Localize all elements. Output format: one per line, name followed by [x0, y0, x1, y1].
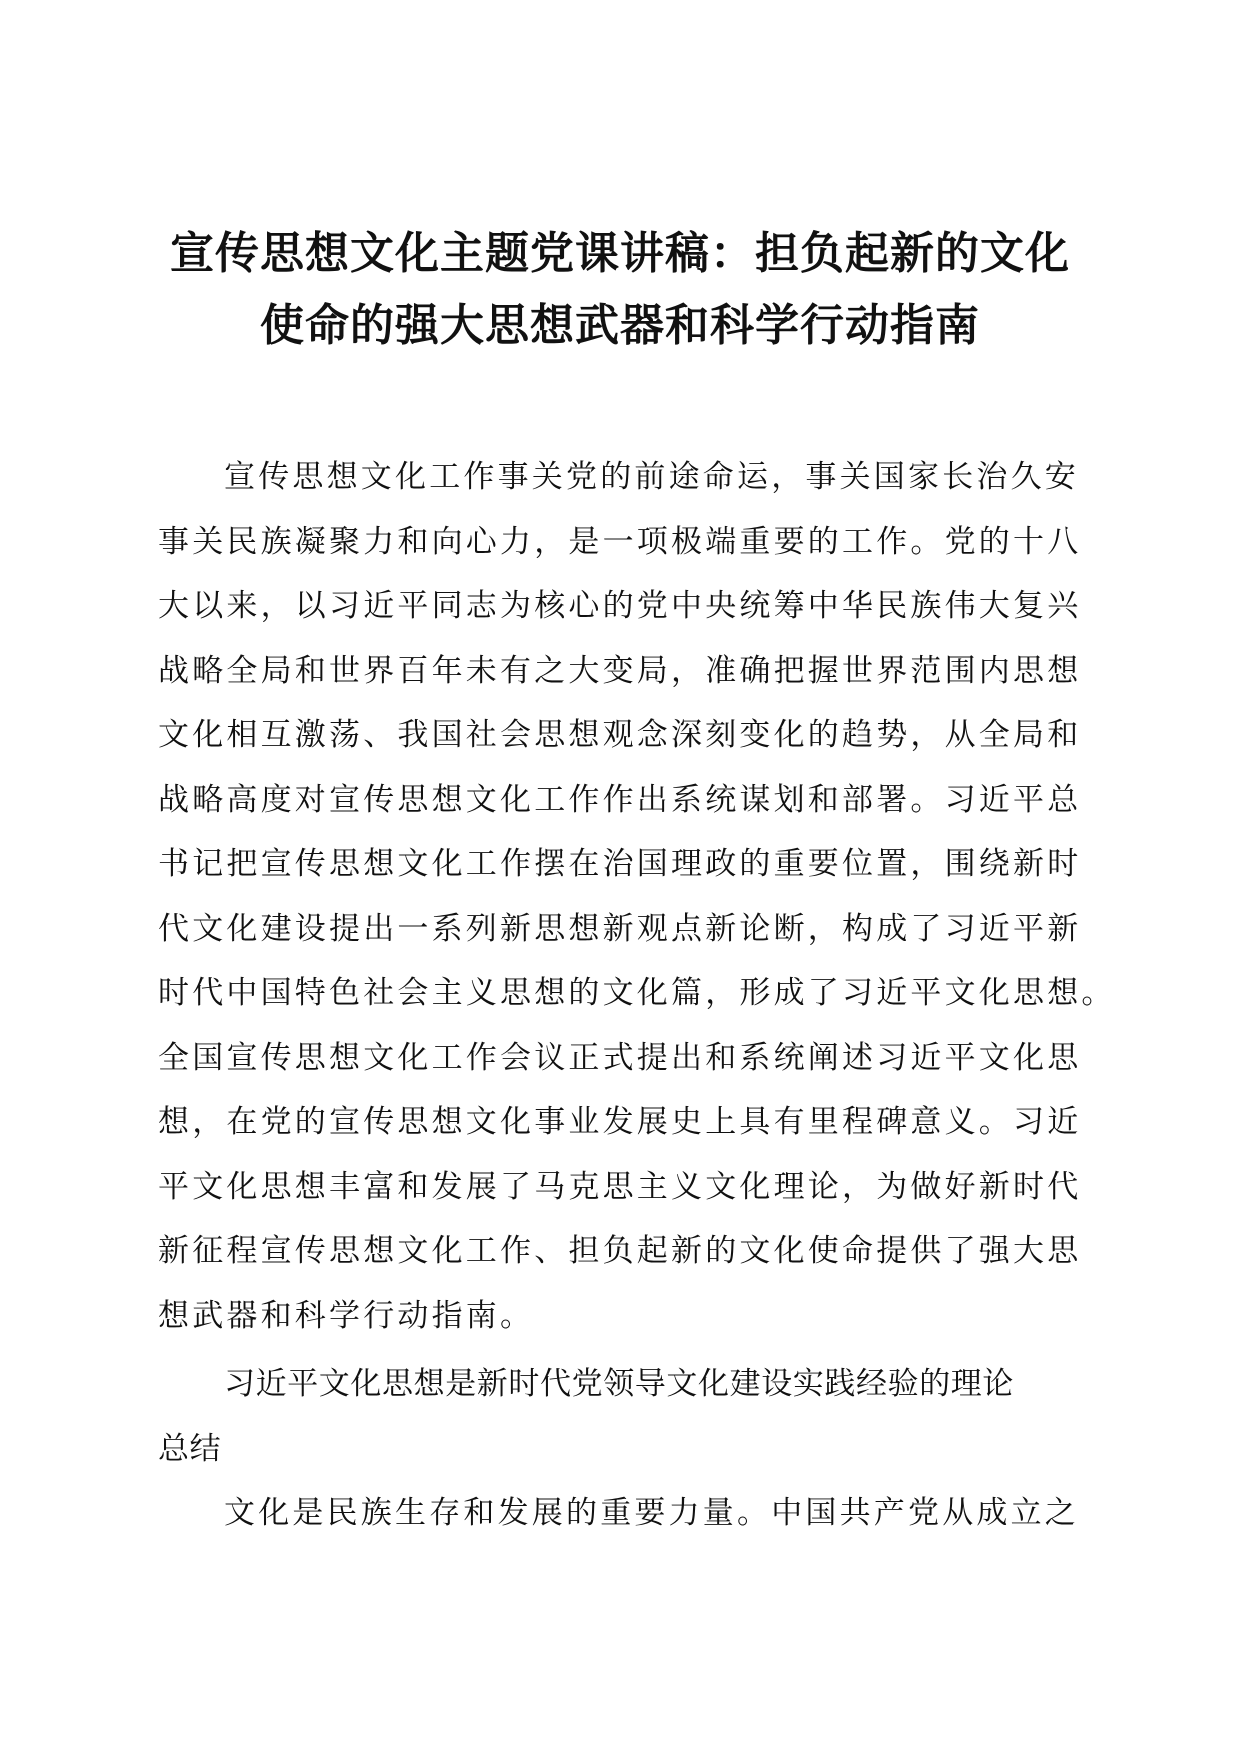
heading-line: 习近平文化思想是新时代党领导文化建设实践经验的理论: [224, 1366, 1014, 1402]
paragraph-line: 想武器和科学行动指南。: [158, 1297, 535, 1334]
paragraph-line: 全国宣传思想文化工作会议正式提出和系统阐述习近平文化思: [158, 1039, 1082, 1076]
paragraph-line: 文化是民族生存和发展的重要力量。中国共产党从成立之: [224, 1495, 1079, 1531]
section-heading: [158, 1352, 1098, 1481]
paragraph-culture: [158, 1481, 1098, 1546]
title-line-2: 使命的强大思想武器和科学行动指南: [260, 300, 980, 351]
paragraph-line: 事关民族凝聚力和向心力，是一项极端重要的工作。党的十八: [158, 523, 1082, 560]
paragraph-line: 战略全局和世界百年未有之大变局，准确把握世界范围内思想: [158, 652, 1082, 689]
paragraph-intro: [158, 445, 1116, 1348]
paragraph-line: 大以来，以习近平同志为核心的党中央统筹中华民族伟大复兴: [158, 588, 1082, 624]
document-body: [158, 445, 1116, 1546]
paragraph-line: 平文化思想丰富和发展了马克思主义文化理论，为做好新时代: [158, 1168, 1082, 1205]
heading-line: 总结: [158, 1430, 222, 1467]
paragraph-line: 时代中国特色社会主义思想的文化篇，形成了习近平文化思想。: [158, 975, 1116, 1011]
paragraph-line: 宣传思想文化工作事关党的前途命运，事关国家长治久安: [224, 459, 1079, 495]
paragraph-line: 书记把宣传思想文化工作摆在治国理政的重要位置，围绕新时: [158, 846, 1082, 882]
document-title: [150, 218, 1090, 362]
title-line-1: 宣传思想文化主题党课讲稿：担负起新的文化: [170, 228, 1070, 279]
paragraph-line: 文化相互激荡、我国社会思想观念深刻变化的趋势，从全局和: [158, 717, 1082, 753]
paragraph-line: 代文化建设提出一系列新思想新观点新论断，构成了习近平新: [158, 910, 1082, 947]
paragraph-line: 新征程宣传思想文化工作、担负起新的文化使命提供了强大思: [158, 1233, 1082, 1269]
paragraph-line: 战略高度对宣传思想文化工作作出系统谋划和部署。习近平总: [158, 781, 1082, 818]
paragraph-line: 想，在党的宣传思想文化事业发展史上具有里程碑意义。习近: [158, 1104, 1082, 1140]
